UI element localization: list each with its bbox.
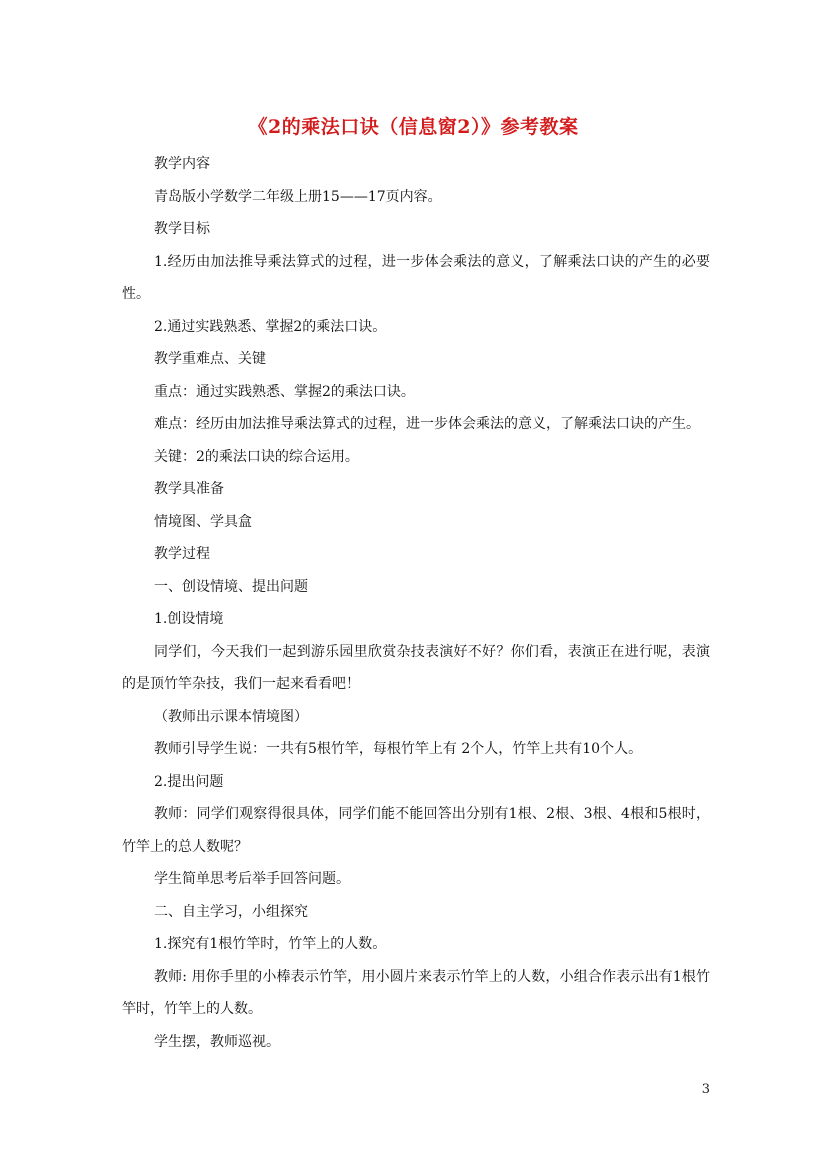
paragraph: 一、创设情境、提出问题 — [154, 578, 308, 595]
paragraph: 教学重难点、关键 — [154, 351, 266, 367]
paragraph: 教学过程 — [154, 546, 210, 562]
paragraph: 教师引导学生说：一共有5根竹竿，每根竹竿上有 2个人，竹竿上共有10个人。 — [154, 741, 643, 757]
paragraph: 学生摆，教师巡视。 — [154, 1033, 280, 1050]
document-body — [122, 148, 710, 1058]
paragraph: 2.提出问题 — [154, 773, 224, 790]
paragraph: 教师: 用你手里的小棒表示竹竿，用小圆片来表示竹竿上的人数，小组合作表示出有1根竹竿时，竹竿上的人数。 — [122, 968, 710, 1017]
paragraph: 重点：通过实践熟悉、掌握2的乘法口诀。 — [154, 383, 415, 400]
paragraph: 1.经历由加法推导乘法算式的过程，进一步体会乘法的意义，了解乘法口诀的产生的必要性。 — [122, 253, 710, 302]
paragraph: 二、自主学习，小组探究 — [154, 903, 308, 920]
page-number: 3 — [701, 1082, 710, 1097]
paragraph: 教师：同学们观察得很具体，同学们能不能回答出分别有1根、2根、3根、4根和5根时，竹竿上的总人数呢？ — [122, 806, 710, 855]
paragraph: 教学目标 — [154, 221, 210, 237]
paragraph: 教学内容 — [154, 156, 210, 172]
paragraph: 1.创设情境 — [154, 611, 224, 627]
paragraph: 难点：经历由加法推导乘法算式的过程，进一步体会乘法的意义，了解乘法口诀的产生。 — [154, 416, 700, 432]
paragraph: 学生简单思考后举手回答问题。 — [154, 871, 350, 887]
paragraph: 1.探究有1根竹竿时，竹竿上的人数。 — [154, 936, 387, 952]
paragraph: 同学们，今天我们一起到游乐园里欣赏杂技表演好不好？你们看，表演正在进行呢，表演的是顶竹竿杂技，我们一起来看看吧！ — [122, 643, 710, 692]
paragraph: （教师出示课本情境图） — [154, 708, 308, 725]
paragraph: 青岛版小学数学二年级上册15——17页内容。 — [154, 188, 442, 205]
paragraph: 教学具准备 — [154, 481, 224, 497]
paragraph: 2.通过实践熟悉、掌握2的乘法口诀。 — [154, 318, 387, 335]
paragraph: 关键：2的乘法口诀的综合运用。 — [154, 448, 359, 465]
document-title: 《2的乘法口诀（信息窗2）》参考教案 — [248, 116, 579, 138]
paragraph: 情境图、学具盒 — [154, 513, 252, 530]
